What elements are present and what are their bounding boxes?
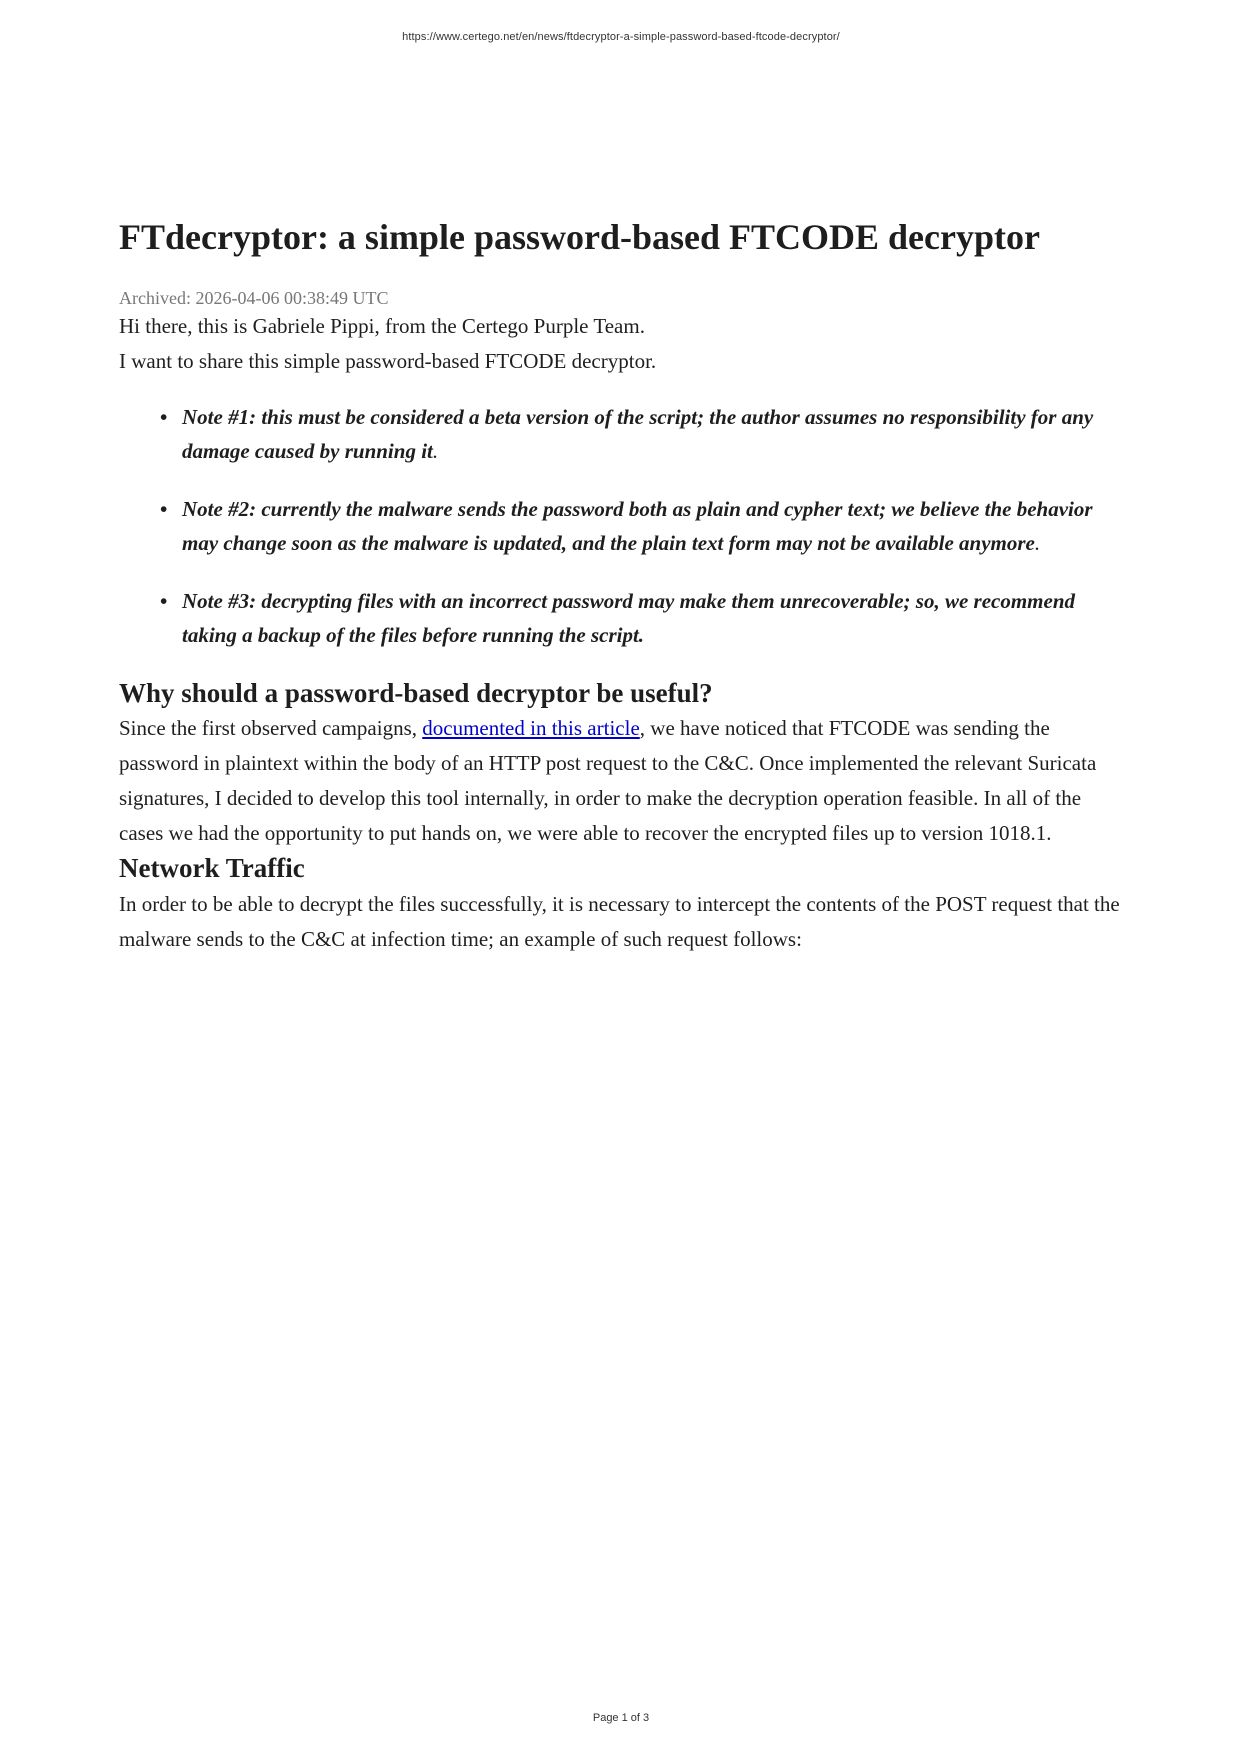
page-number: Page 1 of 3 xyxy=(592,1712,650,1724)
note-text: Note #3: decrypting files with an incorrect password may make them unrecoverable; so, we recommend taking a backup of the files before running the script. xyxy=(182,589,1076,648)
paragraph-text: , we have noticed that FTCODE was sending the password in plaintext within the body of an HTTP post request to the C&C. Once implemented the relevant Suricata signatures, I decided to develop this tool internally, in order to make the decryption operation feasible. In all of the cases we had the opportunity to put hands on, we were able to recover the encrypted files up to version 1018.1. xyxy=(119,716,1097,846)
note-text: Note #1: this must be considered a beta version of the script; the author assumes no responsibility for any damage caused by running it xyxy=(182,405,1094,464)
bullet-icon: • xyxy=(160,589,168,614)
paragraph-text: Since the first observed campaigns, xyxy=(119,716,423,741)
intro-paragraph: Hi there, this is Gabriele Pippi, from the Certego Purple Team. xyxy=(119,314,645,339)
section-heading-why: Why should a password-based decryptor be useful? xyxy=(119,678,713,709)
article-link[interactable]: documented in this article xyxy=(422,716,640,741)
bullet-icon: • xyxy=(160,497,168,522)
note-text: Note #2: currently the malware sends the password both as plain and cypher text; we believe the behavior may change soon as the malware is updated, and the plain text form may not be available anymore xyxy=(182,497,1093,556)
section-paragraph-network: In order to be able to decrypt the files successfully, it is necessary to intercept the contents of the POST request that the malware sends to the C&C at infection time; an example of such request follows: xyxy=(119,891,1120,951)
section-heading-network: Network Traffic xyxy=(119,853,305,884)
page-url: https://www.certego.net/en/news/ftdecryptor-a-simple-password-based-ftcode-decryptor/ xyxy=(402,31,840,43)
bullet-icon: • xyxy=(160,405,168,430)
archived-timestamp: Archived: 2026-04-06 00:38:49 UTC xyxy=(119,287,389,308)
article xyxy=(119,206,1124,957)
share-paragraph: I want to share this simple password-based FTCODE decryptor. xyxy=(119,349,657,374)
list-item xyxy=(160,584,1124,652)
section-paragraph-why xyxy=(119,711,1124,851)
note-trail: . xyxy=(432,439,439,464)
list-item xyxy=(160,400,1124,468)
notes-list xyxy=(119,400,1124,652)
list-item xyxy=(160,492,1124,560)
article-title: FTdecryptor: a simple password-based FTCODE decryptor xyxy=(119,217,1040,257)
note-trail: . xyxy=(1034,531,1041,556)
